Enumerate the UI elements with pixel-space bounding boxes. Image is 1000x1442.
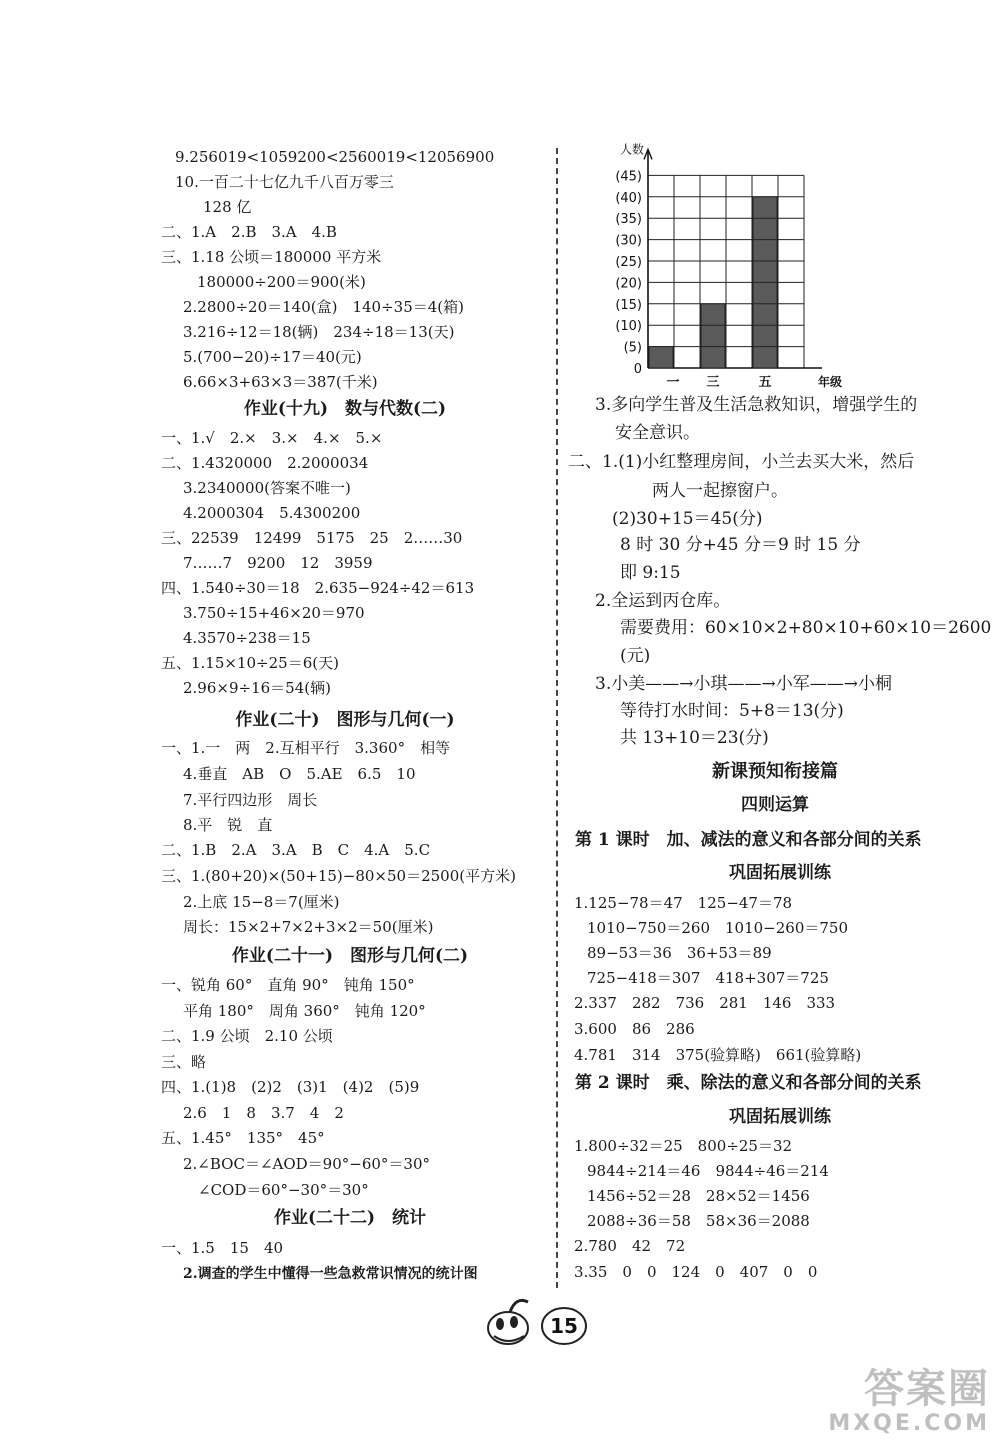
- answer-line: 三、略: [161, 1053, 207, 1071]
- answer-line: ∠COD＝60°−30°＝30°: [198, 1181, 369, 1199]
- section-title: 作业(二十二) 统计: [273, 1208, 427, 1228]
- x-tick-label: 三: [706, 375, 720, 390]
- answer-line: 3.750÷15+46×20＝970: [183, 604, 365, 622]
- answer-line: 7……7 9200 12 3959: [183, 554, 373, 572]
- answer-line: 2.337 282 736 281 146 333: [574, 994, 836, 1012]
- answer-line: 一、1.一 两 2.互相平行 3.360° 相等: [161, 739, 451, 757]
- y-tick-label: (20): [615, 276, 642, 292]
- y-tick-label: (40): [615, 190, 642, 206]
- answer-line: 128 亿: [203, 198, 252, 216]
- answer-line: 二、1.B 2.A 3.A B C 4.A 5.C: [161, 841, 431, 859]
- answer-line: 3.600 86 286: [574, 1020, 695, 1038]
- x-axis-title: 年级: [817, 375, 843, 389]
- y-tick-label: (10): [615, 319, 642, 335]
- section-title: 作业(二十一) 图形与几何(二): [231, 946, 469, 966]
- x-tick-label: 一: [666, 375, 680, 390]
- answer-line: 2088÷36＝58 58×36＝2088: [587, 1212, 810, 1230]
- answer-line: 4.781 314 375(验算略) 661(验算略): [574, 1046, 862, 1064]
- y-axis-title: 人数: [620, 142, 645, 157]
- answer-line: 二、1.(1)小红整理房间，小兰去买大米，然后: [568, 452, 915, 472]
- answer-line: 89−53＝36 36+53＝89: [587, 944, 772, 962]
- answer-line: 即 9:15: [620, 563, 681, 583]
- section-title: 作业(十九) 数与代数(二): [243, 399, 447, 419]
- answer-line: 1.800÷32＝25 800÷25＝32: [574, 1137, 793, 1155]
- answer-line: 三、22539 12499 5175 25 2……30: [161, 529, 463, 547]
- page-number: 15: [550, 1314, 578, 1338]
- bar: [649, 347, 673, 368]
- answer-line: 二、1.4320000 2.2000034: [161, 454, 369, 472]
- answer-line: 三、1.18 公顷＝180000 平方米: [161, 248, 382, 266]
- answer-line: 8 时 30 分+45 分＝9 时 15 分: [620, 535, 861, 555]
- answer-line: 三、1.(80+20)×(50+15)−80×50＝2500(平方米): [161, 867, 516, 885]
- watermark: [828, 1367, 990, 1436]
- answer-line: 2.6 1 8 3.7 4 2: [183, 1104, 344, 1122]
- answer-line: 6.66×3+63×3＝387(千米): [183, 373, 378, 391]
- lesson-title: 第 2 课时 乘、除法的意义和各部分间的关系: [575, 1073, 922, 1093]
- answer-line: 1.125−78＝47 125−47＝78: [574, 894, 793, 912]
- y-tick-label: (35): [615, 212, 642, 228]
- y-tick-label: (45): [615, 169, 642, 185]
- watermark-mark: 答案圈: [864, 1366, 990, 1412]
- answer-line: 9.256019<1059200<2560019<12056900: [175, 148, 495, 166]
- answer-line: 9844÷214＝46 9844÷46＝214: [587, 1162, 829, 1180]
- answer-line: 2.∠BOC＝∠AOD＝90°−60°＝30°: [183, 1155, 431, 1173]
- answer-line: 2.上底 15−8＝7(厘米): [183, 893, 340, 911]
- answer-line: (元): [620, 646, 651, 666]
- answer-line: 1010−750＝260 1010−260＝750: [587, 919, 849, 937]
- answer-line: 3.多向学生普及生活急救知识，增强学生的: [595, 395, 918, 415]
- y-tick-label: 0: [633, 362, 642, 377]
- answer-line: 2.96×9÷16＝54(辆): [183, 679, 331, 697]
- watermark-url: MXQE.COM: [828, 1411, 990, 1436]
- section-subtitle: 巩固拓展训练: [729, 1107, 831, 1127]
- answer-line: 四、1.540÷30＝18 2.635−924÷42＝613: [161, 579, 475, 597]
- y-tick-label: (15): [615, 297, 642, 313]
- answer-line: 5.(700−20)÷17＝40(元): [183, 348, 362, 366]
- answer-line: 周长：15×2+7×2+3×2＝50(厘米): [183, 918, 434, 936]
- section-title: 作业(二十) 图形与几何(一): [235, 710, 455, 730]
- answer-line: 平角 180° 周角 360° 钝角 120°: [183, 1002, 426, 1020]
- answer-line: 10.一百二十七亿九千八百万零三: [175, 173, 394, 191]
- answer-line: 一、1.5 15 40: [161, 1239, 284, 1257]
- lesson-title: 第 1 课时 加、减法的意义和各部分间的关系: [575, 830, 922, 850]
- answer-line: 7.平行四边形 周长: [183, 791, 318, 809]
- y-tick-label: (25): [615, 255, 642, 270]
- answer-line: 四、1.(1)8 (2)2 (3)1 (4)2 (5)9: [161, 1078, 420, 1096]
- y-tick-label: (30): [615, 233, 642, 249]
- answer-line: 180000÷200＝900(米): [197, 273, 366, 291]
- answer-line: 8.平 锐 直: [183, 816, 273, 834]
- answer-line: 共 13+10＝23(分): [620, 728, 769, 748]
- answer-line: 二、1.9 公顷 2.10 公顷: [161, 1027, 333, 1045]
- answer-line: (2)30+15＝45(分): [612, 509, 763, 529]
- answer-line: 3.2340000(答案不唯一): [183, 479, 351, 497]
- answer-line: 4.2000304 5.4300200: [183, 504, 361, 522]
- answer-line: 2.全运到丙仓库。: [595, 591, 731, 611]
- y-tick-label: (5): [623, 340, 642, 356]
- answer-line: 一、锐角 60° 直角 90° 钝角 150°: [161, 976, 415, 994]
- answer-line: 1456÷52＝28 28×52＝1456: [587, 1187, 810, 1205]
- x-tick-label: 五: [758, 375, 772, 390]
- answer-line: 二、1.A 2.B 3.A 4.B: [161, 223, 337, 241]
- answer-line: 五、1.15×10÷25＝6(天): [161, 654, 339, 672]
- answer-line: 2.调查的学生中懂得一些急救常识情况的统计图: [183, 1266, 478, 1282]
- answer-line: 五、1.45° 135° 45°: [161, 1129, 325, 1147]
- answer-line: 4.垂直 AB O 5.AE 6.5 10: [183, 765, 416, 783]
- answer-line: 等待打水时间：5+8＝13(分): [620, 701, 844, 721]
- answer-line: 一、1.√ 2.× 3.× 4.× 5.×: [161, 429, 383, 447]
- bar: [701, 304, 725, 368]
- mascot-icon: [480, 1290, 590, 1350]
- answer-line: 725−418＝307 418+307＝725: [587, 969, 829, 987]
- answer-line: 4.3570÷238＝15: [183, 629, 311, 647]
- page-number-badge: [480, 1290, 590, 1350]
- answer-line: 2.2800÷20＝140(盒) 140÷35＝4(箱): [183, 298, 465, 316]
- answer-line: 3.35 0 0 124 0 407 0 0: [574, 1263, 818, 1281]
- answer-line: 需要费用：60×10×2+80×10+60×10＝2600: [620, 618, 992, 638]
- section-subtitle: 巩固拓展训练: [729, 863, 831, 883]
- section-title: 新课预知衔接篇: [712, 761, 838, 782]
- answer-line: 2.780 42 72: [574, 1237, 686, 1255]
- bar-chart: [598, 142, 888, 392]
- answer-line: 两人一起擦窗户。: [652, 481, 788, 501]
- answer-line: 3.216÷12＝18(辆) 234÷18＝13(天): [183, 323, 455, 341]
- answer-line: 安全意识。: [615, 423, 700, 443]
- section-subtitle: 四则运算: [741, 795, 809, 815]
- answer-line: 3.小美——→小琪——→小军——→小桐: [595, 674, 892, 694]
- column-divider: [556, 148, 558, 1288]
